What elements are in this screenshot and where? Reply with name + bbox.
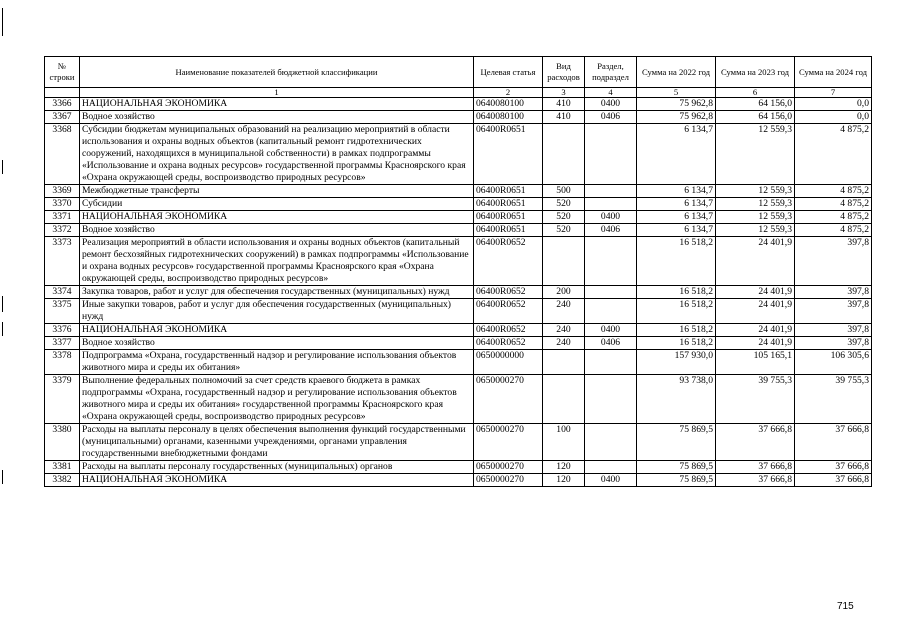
sum-2024-cell: 4 875,2 bbox=[795, 198, 872, 211]
target-article-cell: 0640080100 bbox=[474, 111, 543, 124]
sum-2024-cell: 0,0 bbox=[795, 98, 872, 111]
header-section: Раздел, подраздел bbox=[585, 57, 637, 88]
target-article-cell: 0650000270 bbox=[474, 375, 543, 424]
section-cell: 0400 bbox=[585, 474, 637, 487]
section-cell: 0400 bbox=[585, 98, 637, 111]
row-number-cell: 3366 bbox=[45, 98, 80, 111]
scan-margin-mark bbox=[2, 8, 3, 36]
indicator-name-cell: Подпрограмма «Охрана, государственный надзор и регулирование использования объектов животного мира и среды их обитания» bbox=[80, 350, 474, 375]
target-article-cell: 06400R0651 bbox=[474, 124, 543, 185]
sum-2022-cell: 6 134,7 bbox=[637, 211, 716, 224]
row-number-cell: 3375 bbox=[45, 299, 80, 324]
expense-type-cell bbox=[543, 350, 585, 375]
table-row bbox=[45, 98, 872, 111]
sum-2023-cell: 12 559,3 bbox=[716, 211, 795, 224]
table-row bbox=[45, 299, 872, 324]
table-row bbox=[45, 185, 872, 198]
table-row bbox=[45, 111, 872, 124]
sum-2023-cell: 37 666,8 bbox=[716, 474, 795, 487]
section-cell: 0406 bbox=[585, 111, 637, 124]
sum-2024-cell: 0,0 bbox=[795, 111, 872, 124]
row-number-cell: 3374 bbox=[45, 286, 80, 299]
sum-2023-cell: 37 666,8 bbox=[716, 461, 795, 474]
target-article-cell: 06400R0652 bbox=[474, 337, 543, 350]
section-cell bbox=[585, 286, 637, 299]
row-number-cell: 3382 bbox=[45, 474, 80, 487]
sum-2022-cell: 16 518,2 bbox=[637, 299, 716, 324]
scan-margin-mark bbox=[2, 322, 3, 336]
table-row bbox=[45, 324, 872, 337]
sum-2023-cell: 37 666,8 bbox=[716, 424, 795, 461]
sum-2022-cell: 6 134,7 bbox=[637, 198, 716, 211]
sum-2023-cell: 105 165,1 bbox=[716, 350, 795, 375]
expense-type-cell: 100 bbox=[543, 424, 585, 461]
section-cell: 0400 bbox=[585, 324, 637, 337]
sum-2024-cell: 4 875,2 bbox=[795, 124, 872, 185]
scan-margin-mark bbox=[2, 160, 3, 174]
row-number-cell: 3371 bbox=[45, 211, 80, 224]
indicator-name-cell: Закупка товаров, работ и услуг для обеспечения государственных (муниципальных) нужд bbox=[80, 286, 474, 299]
sum-2024-cell: 4 875,2 bbox=[795, 224, 872, 237]
expense-type-cell: 240 bbox=[543, 324, 585, 337]
section-cell: 0400 bbox=[585, 211, 637, 224]
indicator-name-cell: Водное хозяйство bbox=[80, 224, 474, 237]
sum-2022-cell: 16 518,2 bbox=[637, 286, 716, 299]
sum-2024-cell: 4 875,2 bbox=[795, 185, 872, 198]
sum-2024-cell: 37 666,8 bbox=[795, 461, 872, 474]
table-row bbox=[45, 211, 872, 224]
sum-2024-cell: 397,8 bbox=[795, 324, 872, 337]
indicator-name-cell: Водное хозяйство bbox=[80, 337, 474, 350]
row-number-cell: 3380 bbox=[45, 424, 80, 461]
expense-type-cell bbox=[543, 124, 585, 185]
sum-2022-cell: 75 962,8 bbox=[637, 98, 716, 111]
indicator-name-cell: НАЦИОНАЛЬНАЯ ЭКОНОМИКА bbox=[80, 474, 474, 487]
section-cell bbox=[585, 375, 637, 424]
column-number: 7 bbox=[795, 88, 872, 98]
section-cell bbox=[585, 461, 637, 474]
section-cell bbox=[585, 299, 637, 324]
section-cell bbox=[585, 124, 637, 185]
section-cell bbox=[585, 424, 637, 461]
table-row bbox=[45, 461, 872, 474]
row-number-cell: 3378 bbox=[45, 350, 80, 375]
column-number-blank bbox=[45, 88, 80, 98]
sum-2023-cell: 64 156,0 bbox=[716, 111, 795, 124]
sum-2022-cell: 75 869,5 bbox=[637, 424, 716, 461]
sum-2022-cell: 6 134,7 bbox=[637, 224, 716, 237]
row-number-cell: 3369 bbox=[45, 185, 80, 198]
indicator-name-cell: Расходы на выплаты персоналу в целях обеспечения выполнения функций государственными (муниципальными) органами, казенными учреждениями, органами управления государственными внебюджетными фондами bbox=[80, 424, 474, 461]
indicator-name-cell: Межбюджетные трансферты bbox=[80, 185, 474, 198]
sum-2022-cell: 93 738,0 bbox=[637, 375, 716, 424]
header-expense-type: Вид расходов bbox=[543, 57, 585, 88]
indicator-name-cell: Иные закупки товаров, работ и услуг для обеспечения государственных (муниципальных) нужд bbox=[80, 299, 474, 324]
target-article-cell: 06400R0651 bbox=[474, 211, 543, 224]
target-article-cell: 06400R0651 bbox=[474, 198, 543, 211]
target-article-cell: 06400R0652 bbox=[474, 237, 543, 286]
row-number-cell: 3376 bbox=[45, 324, 80, 337]
scan-margin-mark bbox=[2, 296, 3, 312]
table-row bbox=[45, 286, 872, 299]
sum-2023-cell: 24 401,9 bbox=[716, 237, 795, 286]
table-row bbox=[45, 237, 872, 286]
sum-2024-cell: 397,8 bbox=[795, 337, 872, 350]
header-row-number: № строки bbox=[45, 57, 80, 88]
sum-2022-cell: 75 869,5 bbox=[637, 461, 716, 474]
indicator-name-cell: НАЦИОНАЛЬНАЯ ЭКОНОМИКА bbox=[80, 98, 474, 111]
row-number-cell: 3381 bbox=[45, 461, 80, 474]
table-row bbox=[45, 124, 872, 185]
indicator-name-cell: НАЦИОНАЛЬНАЯ ЭКОНОМИКА bbox=[80, 324, 474, 337]
target-article-cell: 0640080100 bbox=[474, 98, 543, 111]
sum-2023-cell: 12 559,3 bbox=[716, 185, 795, 198]
sum-2023-cell: 12 559,3 bbox=[716, 198, 795, 211]
column-number: 6 bbox=[716, 88, 795, 98]
sum-2022-cell: 16 518,2 bbox=[637, 324, 716, 337]
sum-2022-cell: 6 134,7 bbox=[637, 124, 716, 185]
sum-2022-cell: 157 930,0 bbox=[637, 350, 716, 375]
sum-2024-cell: 106 305,6 bbox=[795, 350, 872, 375]
indicator-name-cell: НАЦИОНАЛЬНАЯ ЭКОНОМИКА bbox=[80, 211, 474, 224]
target-article-cell: 0650000270 bbox=[474, 474, 543, 487]
expense-type-cell: 520 bbox=[543, 211, 585, 224]
expense-type-cell: 120 bbox=[543, 461, 585, 474]
target-article-cell: 06400R0651 bbox=[474, 185, 543, 198]
expense-type-cell: 240 bbox=[543, 337, 585, 350]
table-row bbox=[45, 350, 872, 375]
sum-2024-cell: 397,8 bbox=[795, 237, 872, 286]
expense-type-cell bbox=[543, 237, 585, 286]
indicator-name-cell: Выполнение федеральных полномочий за счет средств краевого бюджета в рамках подпрограммы «Охрана, государственный надзор и регулирование использования объектов животного мира и среды их обитания» государственной программы Красноярского края «Охрана окружающей среды, воспроизводство природных ресурсов» bbox=[80, 375, 474, 424]
sum-2024-cell: 37 666,8 bbox=[795, 424, 872, 461]
expense-type-cell bbox=[543, 375, 585, 424]
sum-2023-cell: 64 156,0 bbox=[716, 98, 795, 111]
sum-2023-cell: 12 559,3 bbox=[716, 124, 795, 185]
expense-type-cell: 240 bbox=[543, 299, 585, 324]
sum-2022-cell: 6 134,7 bbox=[637, 185, 716, 198]
row-number-cell: 3370 bbox=[45, 198, 80, 211]
indicator-name-cell: Расходы на выплаты персоналу государственных (муниципальных) органов bbox=[80, 461, 474, 474]
sum-2023-cell: 24 401,9 bbox=[716, 286, 795, 299]
expense-type-cell: 410 bbox=[543, 98, 585, 111]
target-article-cell: 06400R0652 bbox=[474, 299, 543, 324]
section-cell: 0406 bbox=[585, 337, 637, 350]
sum-2023-cell: 12 559,3 bbox=[716, 224, 795, 237]
column-number: 4 bbox=[585, 88, 637, 98]
row-number-cell: 3377 bbox=[45, 337, 80, 350]
sum-2024-cell: 39 755,3 bbox=[795, 375, 872, 424]
header-sum-2024: Сумма на 2024 год bbox=[795, 57, 872, 88]
expense-type-cell: 500 bbox=[543, 185, 585, 198]
sum-2023-cell: 24 401,9 bbox=[716, 324, 795, 337]
target-article-cell: 06400R0652 bbox=[474, 324, 543, 337]
section-cell bbox=[585, 350, 637, 375]
sum-2023-cell: 24 401,9 bbox=[716, 299, 795, 324]
column-number: 1 bbox=[80, 88, 474, 98]
target-article-cell: 0650000270 bbox=[474, 461, 543, 474]
sum-2024-cell: 397,8 bbox=[795, 286, 872, 299]
page-number: 715 bbox=[837, 601, 854, 612]
indicator-name-cell: Водное хозяйство bbox=[80, 111, 474, 124]
budget-table bbox=[44, 56, 872, 487]
scan-margin-mark bbox=[2, 470, 3, 484]
target-article-cell: 06400R0652 bbox=[474, 286, 543, 299]
expense-type-cell: 120 bbox=[543, 474, 585, 487]
section-cell bbox=[585, 198, 637, 211]
row-number-cell: 3367 bbox=[45, 111, 80, 124]
column-number: 3 bbox=[543, 88, 585, 98]
table-row bbox=[45, 424, 872, 461]
indicator-name-cell: Реализация мероприятий в области использования и охраны водных объектов (капитальный ремонт бесхозяйных гидротехнических сооружений) в рамках подпрограммы «Использование и охрана водных ресурсов» государственной программы Красноярского края «Охрана окружающей среды, воспроизводство природных ресурсов» bbox=[80, 237, 474, 286]
expense-type-cell: 520 bbox=[543, 198, 585, 211]
expense-type-cell: 200 bbox=[543, 286, 585, 299]
column-number: 2 bbox=[474, 88, 543, 98]
sum-2022-cell: 16 518,2 bbox=[637, 337, 716, 350]
expense-type-cell: 410 bbox=[543, 111, 585, 124]
row-number-cell: 3379 bbox=[45, 375, 80, 424]
expense-type-cell: 520 bbox=[543, 224, 585, 237]
table-row bbox=[45, 337, 872, 350]
target-article-cell: 0650000270 bbox=[474, 424, 543, 461]
section-cell bbox=[585, 185, 637, 198]
header-name: Наименование показателей бюджетной классификации bbox=[80, 57, 474, 88]
target-article-cell: 0650000000 bbox=[474, 350, 543, 375]
row-number-cell: 3373 bbox=[45, 237, 80, 286]
row-number-cell: 3368 bbox=[45, 124, 80, 185]
table-row bbox=[45, 224, 872, 237]
indicator-name-cell: Субсидии bbox=[80, 198, 474, 211]
header-sum-2023: Сумма на 2023 год bbox=[716, 57, 795, 88]
table-row bbox=[45, 375, 872, 424]
column-number: 5 bbox=[637, 88, 716, 98]
header-target-article: Целевая статья bbox=[474, 57, 543, 88]
sum-2024-cell: 4 875,2 bbox=[795, 211, 872, 224]
section-cell bbox=[585, 237, 637, 286]
target-article-cell: 06400R0651 bbox=[474, 224, 543, 237]
row-number-cell: 3372 bbox=[45, 224, 80, 237]
section-cell: 0406 bbox=[585, 224, 637, 237]
sum-2024-cell: 37 666,8 bbox=[795, 474, 872, 487]
table-row bbox=[45, 474, 872, 487]
sum-2022-cell: 75 869,5 bbox=[637, 474, 716, 487]
indicator-name-cell: Субсидии бюджетам муниципальных образований на реализацию мероприятий в области использования и охраны водных объектов (капитальный ремонт гидротехнических сооружений, находящихся в муниципальной собственности) в рамках подпрограммы «Использование и охрана водных ресурсов» государственной программы Красноярского края «Охрана окружающей среды, воспроизводство природных ресурсов» bbox=[80, 124, 474, 185]
sum-2022-cell: 75 962,8 bbox=[637, 111, 716, 124]
sum-2023-cell: 39 755,3 bbox=[716, 375, 795, 424]
table-header-row bbox=[45, 57, 872, 88]
column-number-row bbox=[45, 88, 872, 98]
header-sum-2022: Сумма на 2022 год bbox=[637, 57, 716, 88]
sum-2023-cell: 24 401,9 bbox=[716, 337, 795, 350]
sum-2024-cell: 397,8 bbox=[795, 299, 872, 324]
sum-2022-cell: 16 518,2 bbox=[637, 237, 716, 286]
table-row bbox=[45, 198, 872, 211]
